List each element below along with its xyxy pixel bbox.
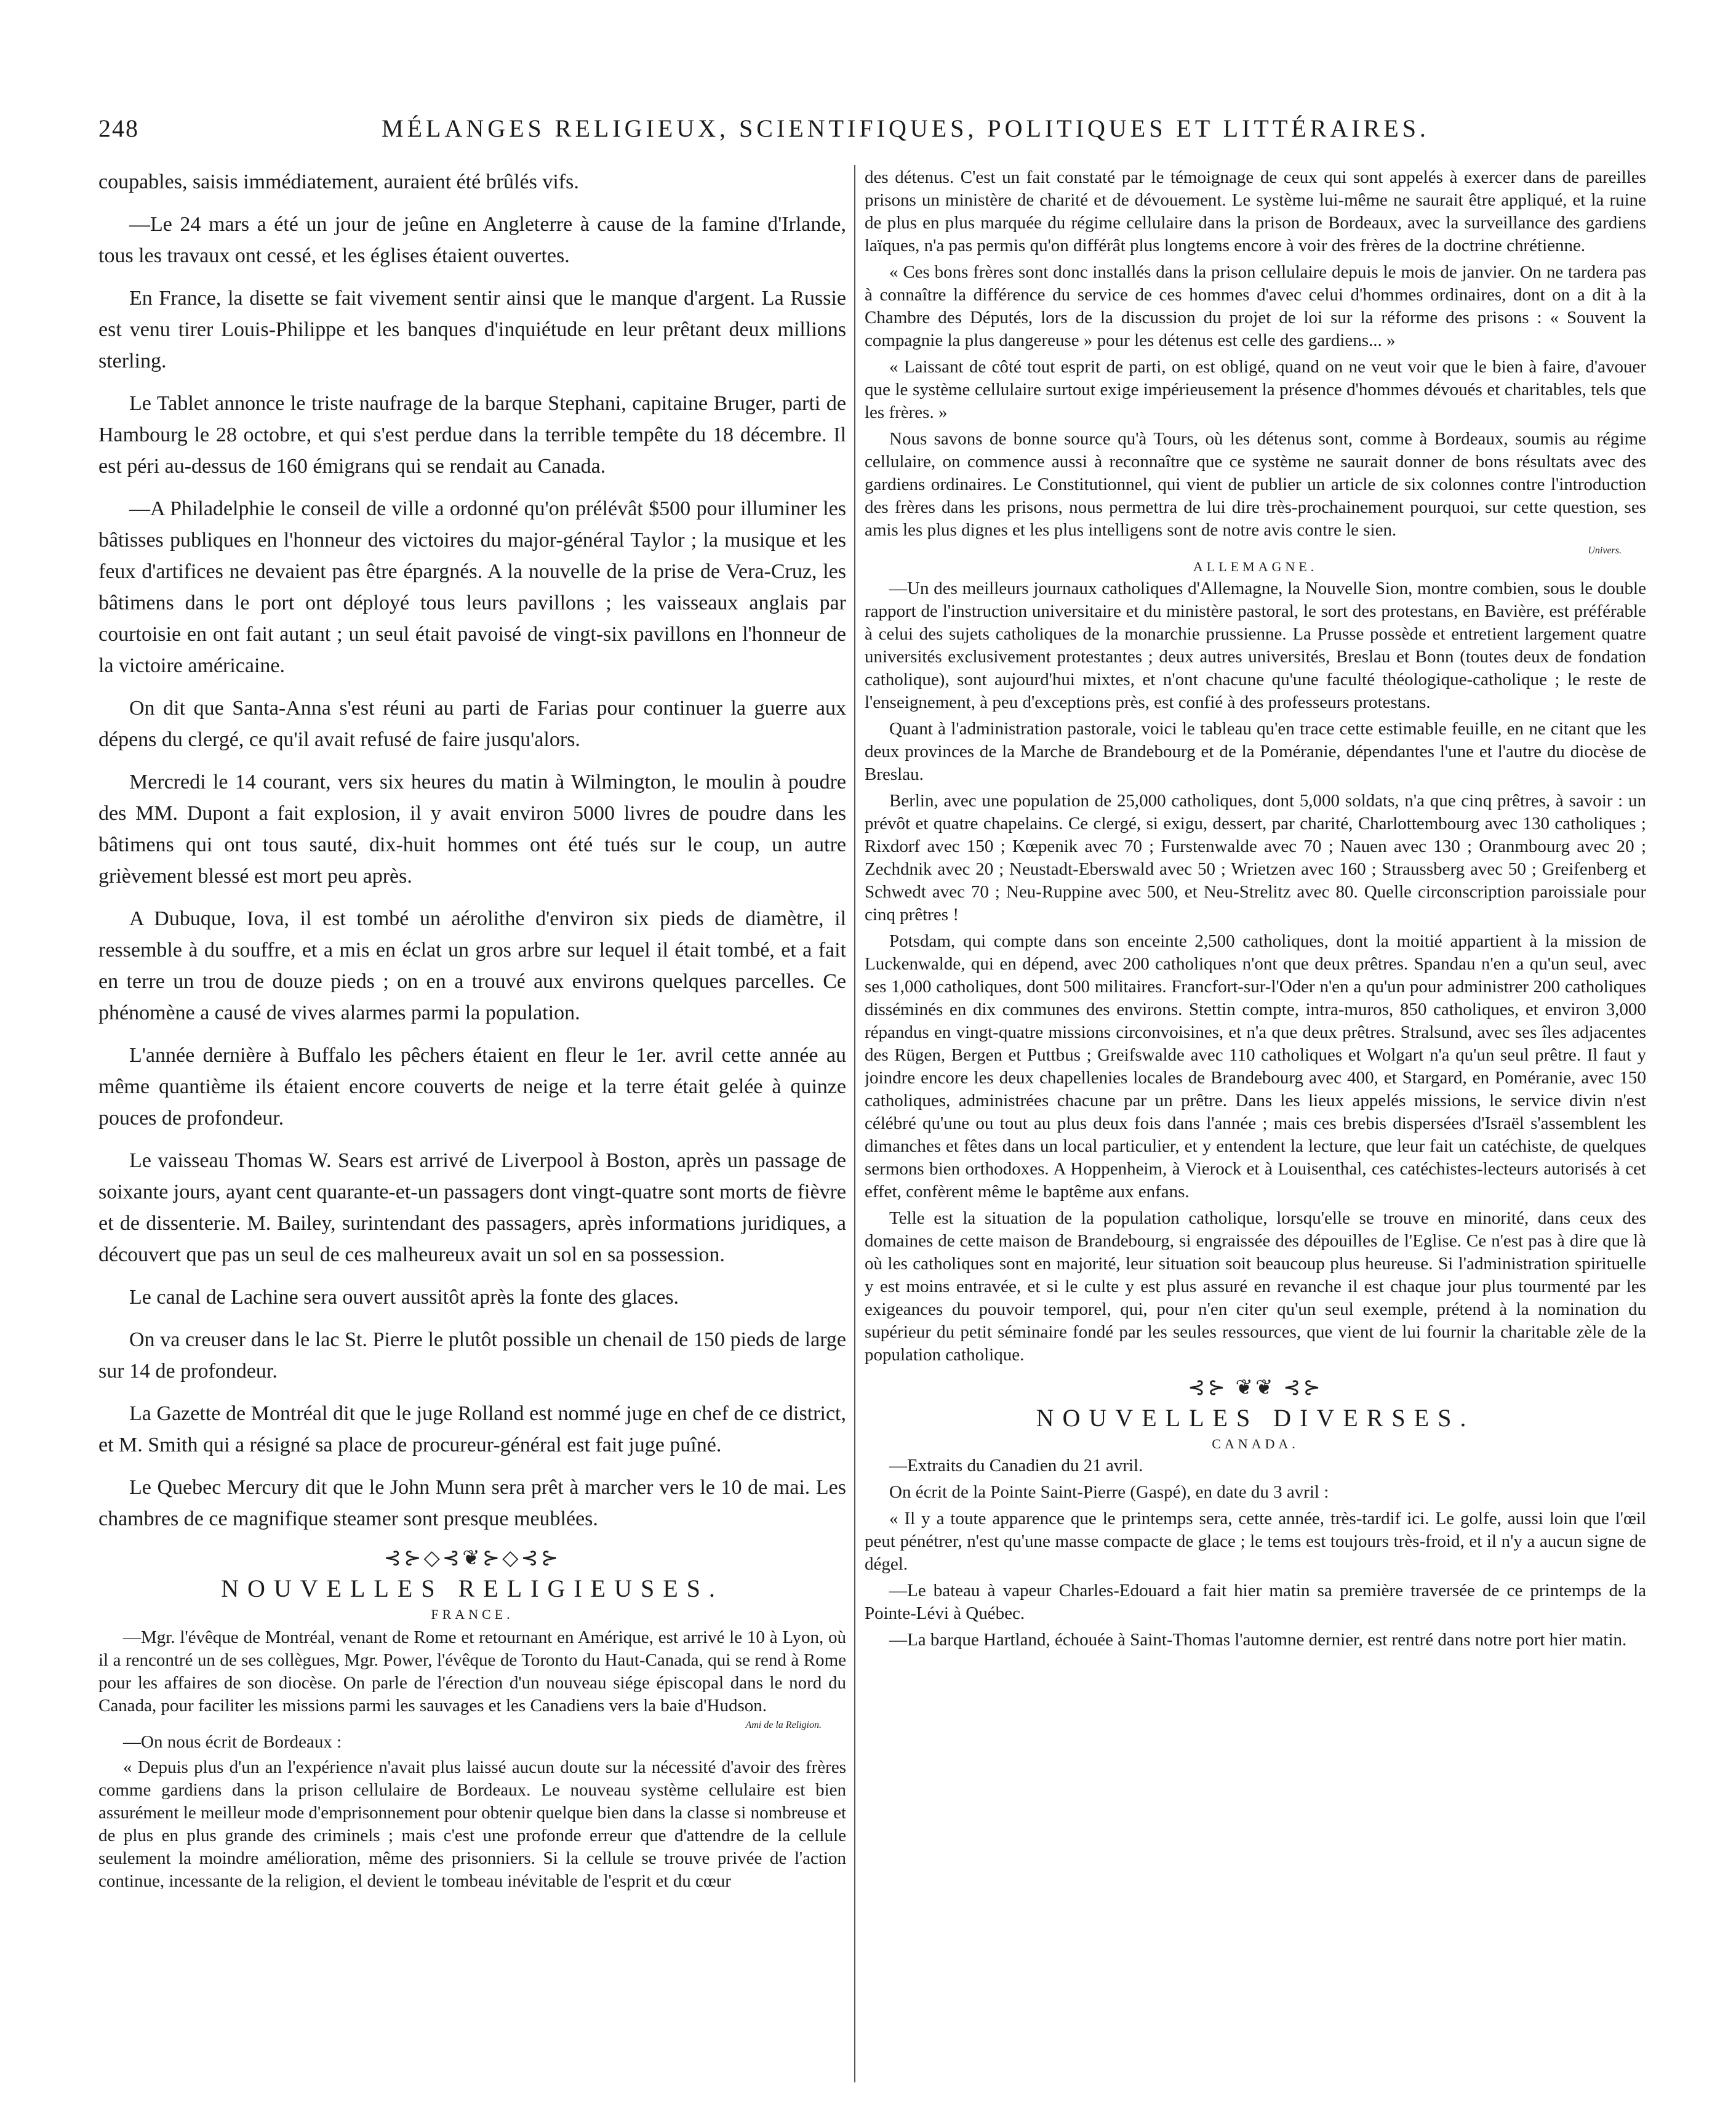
subheading-france: FRANCE. (431, 1607, 514, 1622)
article-paragraph: —Extraits du Canadien du 21 avril. (889, 1456, 1143, 1475)
article-paragraph: « Laissant de côté tout esprit de parti, on est obligé, quand on ne veut voir que le bien à faire, d'avouer que le système cellulaire surtout exige impérieusement la présence d'hommes dévoués et charitables, tels que les frères. » (865, 357, 1646, 422)
article-paragraph: —Mgr. l'évêque de Montréal, venant de Rome et retournant en Amérique, est arrivé le 10 à Lyon, où il a rencontré un de ses collègues, Mgr. Power, l'évêque de Toronto du Haut-Canada, qui se rend à Rome pour les affaires de son diocèse. On parle de l'érection d'un nouveau siége épiscopal dans le nord du Canada, pour faciliter les missions parmi les sauvages et les Canadiens vers la baie d'Hudson. (98, 1627, 846, 1716)
article-paragraph: —La barque Hartland, échouée à Saint-Thomas l'automne dernier, est rentré dans notre port hier matin. (889, 1630, 1627, 1650)
article-paragraph: On dit que Santa-Anna s'est réuni au parti de Farias pour continuer la guerre aux dépens du clergé, ce qu'il avait refusé de faire jusqu'alors. (98, 697, 846, 751)
page-header (98, 114, 1649, 151)
article-paragraph: Mercredi le 14 courant, vers six heures du matin à Wilmington, le moulin à poudre des MM. Dupont a fait explosion, il y avait environ 5000 livres de poudre dans les bâtimens qui ont tous sauté, dix-huit hommes ont été tués sur le coup, un autre grièvement blessé est mort peu après. (98, 771, 846, 888)
article-paragraph: On va creuser dans le lac St. Pierre le plutôt possible un chenail de 150 pieds de large sur 14 de profondeur. (98, 1328, 846, 1383)
article-paragraph: A Dubuque, Iova, il est tombé un aérolithe d'environ six pieds de diamètre, il ressemble à du souffre, et a mis en éclat un gros arbre sur lequel il était tombé, et a fait en terre un trou de douze pieds ; on en a trouvé aux environs quelques parcelles. Ce phénomène a causé de vives alarmes parmi la population. (98, 907, 846, 1024)
article-paragraph: Le canal de Lachine sera ouvert aussitôt après la fonte des glaces. (129, 1286, 679, 1309)
running-title: MÉLANGES RELIGIEUX, SCIENTIFIQUES, POLITIQUES ET LITTÉRAIRES. (382, 114, 1430, 142)
article-paragraph: Le Tablet annonce le triste naufrage de la barque Stephani, capitaine Bruger, parti de Hambourg le 28 octobre, et qui s'est perdue dans la terrible tempête du 18 décembre. Il est péri au-dessus de 160 émigrans qui se rendait au Canada. (98, 392, 846, 478)
article-paragraph: Le vaisseau Thomas W. Sears est arrivé de Liverpool à Boston, après un passage de soixante jours, ayant cent quarante-et-un passagers dont vingt-quatre sont morts de fièvre et de dissenterie. M. Bailey, surintendant des passagers, après informations juridiques, a découvert que pas un seul de ces malheureux avait un sol en sa possession. (98, 1149, 846, 1266)
article-paragraph: « Il y a toute apparence que le printemps sera, cette année, très-tardif ici. Le golfe, aussi loin que l'œil peut pénétrer, n'est qu'une masse compacte de glace ; le tems est toujours très-froid, et il n'y a aucun signe de dégel. (865, 1509, 1646, 1574)
section-title-diverses: NOUVELLES DIVERSES. (1036, 1404, 1475, 1432)
source-attribution: Univers. (1588, 545, 1622, 556)
article-paragraph: Telle est la situation de la population catholique, lorsqu'elle se trouve en minorité, dans ceux des domaines de cette maison de Brandebourg, si engraissée des dépouilles de l'Eglise. Ce n'est pas à dire que là où les catholiques sont en majorité, leur situation soit beaucoup plus heureuse. Si l'administration spirituelle y est moins entravée, et si le culte y est plus assuré en revanche il est chaque jour plus tourmenté par les exigeances du pouvoir temporel, qui, pour n'en citer qu'un seul exemple, prétend à la nomination du supérieur du petit séminaire fondé par les seules ressources, que vient de lui fournir la charitable zèle de la population catholique. (865, 1208, 1646, 1365)
article-paragraph: —Le 24 mars a été un jour de jeûne en Angleterre à cause de la famine d'Irlande, tous les travaux ont cessé, et les églises étaient ouvertes. (98, 213, 846, 267)
article-paragraph: « Ces bons frères sont donc installés dans la prison cellulaire depuis le mois de janvier. On ne tardera pas à connaître la différence du service de ces hommes d'avec celui d'hommes ordinaires, dont on a dit à la Chambre des Députés, lors de la discussion du projet de loi sur la réforme des prisons : « Souvent la compagnie la plus dangereuse » pour les détenus est celle des gardiens... » (865, 262, 1646, 350)
article-paragraph: Berlin, avec une population de 25,000 catholiques, dont 5,000 soldats, n'a que cinq prêtres, à savoir : un prévôt et quatre chapelains. Ce clergé, si exigu, dessert, par charité, Charlottembourg avec 130 catholiques ; Rixdorf avec 150 ; Kœpenik avec 70 ; Furstenwalde avec 70 ; Nauen avec 130 ; Oranmbourg avec 20 ; Zechdnik avec 20 ; Neustadt-Eberswald avec 50 ; Wrietzen avec 160 ; Straussberg avec 50 ; Greifenberg et Schwedt avec 70 ; Neu-Ruppine avec 500, et Neu-Strelitz avec 80. Quelle circonscription paroissiale pour cinq prêtres ! (865, 791, 1646, 925)
left-column (98, 166, 846, 2081)
source-attribution: Ami de la Religion. (745, 1720, 822, 1730)
ornament-divider: ⊰⊱ ❦❦ ⊰⊱ (1188, 1376, 1323, 1399)
article-paragraph: Nous savons de bonne source qu'à Tours, où les détenus sont, comme à Bordeaux, soumis au régime cellulaire, on commence aussi à reconnaître que ce système ne saurait donner de bons résultats avec des gardiens ordinaires. Le Constitutionnel, qui vient de publier un article de six colonnes contre l'introduction des frères dans les prisons, nous permettra de lui dire très-prochainement pourquoi, sur cette question, ses amis les plus dignes et les plus intelligens sont de notre avis contre le sien. (865, 429, 1646, 540)
article-paragraph: La Gazette de Montréal dit que le juge Rolland est nommé juge en chef de ce district, et M. Smith qui a résigné sa place de procureur-général est fait juge puîné. (98, 1402, 846, 1456)
subheading-allemagne: ALLEMAGNE. (1193, 559, 1318, 574)
article-paragraph: Potsdam, qui compte dans son enceinte 2,500 catholiques, dont la moitié appartient à la mission de Luckenwalde, qui en dépend, avec 200 catholiques n'ont que deux prêtres. Spandau n'en a qu'un seul, avec ses 1,000 catholiques, dont 500 militaires. Francfort-sur-l'Oder n'en a qu'un pour administrer 200 catholiques disséminés en dix communes des environs. Stettin compte, intra-muros, 850 catholiques, et environ 3,000 répandus en vingt-quatre missions circonvoisines, et n'a que deux prêtres. Stralsund, avec ses îles adjacentes des Rügen, Bergen et Puttbus ; Greifswalde avec 110 catholiques et Wolgart n'a qu'un seul prêtre. Il faut y joindre encore les deux chapellenies locales de Brandebourg avec 400, et Stargard, en Poméranie, avec 150 catholiques, administrées chacune par un prêtre. Dans les lieux appelés missions, le service divin n'est célébré qu'une ou tout au plus deux fois dans l'année ; mais ces brebis dispersées d'Israël s'assemblent les dimanches et fêtes dans un local particulier, et y entendent la lecture, que leur fait un catéchiste, de quelques sermons bien orthodoxes. A Hoppenheim, à Vierock et à Louisenthal, ces catéchistes-lecteurs autorisés à cet effet, confèrent même le baptême aux enfans. (865, 931, 1646, 1202)
article-paragraph: —A Philadelphie le conseil de ville a ordonné qu'on prélévât $500 pour illuminer les bâtisses publiques en l'honneur des victoires du major-général Taylor ; la musique et les feux d'artifices ne devaient pas être épargnés. A la nouvelle de la prise de Vera-Cruz, les bâtimens dans le port ont déployé tous leurs pavillons ; les vaisseaux anglais par courtoisie en ont fait autant ; un seul était pavoisé de vingt-six pavillons en l'honneur de la victoire américaine. (98, 497, 846, 677)
article-paragraph: —Un des meilleurs journaux catholiques d'Allemagne, la Nouvelle Sion, montre combien, sous le double rapport de l'instruction universitaire et du ministère pastoral, le sort des protestans, en Bavière, est préférable à celui des sujets catholiques de la monarchie prussienne. La Prusse possède et entretient largement quatre universités exclusivement protestantes ; deux autres universités, Breslau et Bonn (toutes deux de fondation catholique), sont aujourd'hui mixtes, et n'ont chacune qu'une faculté théologique-catholique ; le reste de l'enseignement, à peu d'exceptions près, est confié à des professeurs protestans. (865, 579, 1646, 712)
article-paragraph: des détenus. C'est un fait constaté par le témoignage de ceux qui sont appelés à exercer dans de pareilles prisons un ministère de charité et de dévouement. Le système lui-même ne saurait être appliqué, et la ruine de plus en plus marquée du régime cellulaire dans la prison de Bordeaux, avec la surveillance des gardiens laïques, n'a pas permis qu'on différât plus longtems encore à voir des frères de la doctrine chrétienne. (865, 167, 1646, 255)
section-title-religious: NOUVELLES RELIGIEUSES. (221, 1575, 724, 1602)
article-paragraph: coupables, saisis immédiatement, auraient été brûlés vifs. (98, 171, 579, 193)
article-paragraph: En France, la disette se fait vivement sentir ainsi que le manque d'argent. La Russie est venu tirer Louis-Philippe et les banques d'inquiétude en leur prêtant deux millions sterling. (98, 287, 846, 372)
column-divider (854, 165, 855, 2082)
article-paragraph: On écrit de la Pointe Saint-Pierre (Gaspé), en date du 3 avril : (889, 1482, 1329, 1502)
subheading-canada: CANADA. (1212, 1436, 1299, 1451)
article-paragraph: L'année dernière à Buffalo les pêchers étaient en fleur le 1er. avril cette année au même quantième ils étaient encore couverts de neige et la terre était gelée à quinze pouces de profondeur. (98, 1044, 846, 1130)
article-paragraph: Le Quebec Mercury dit que le John Munn sera prêt à marcher vers le 10 de mai. Les chambres de ce magnifique steamer sont presque meublées. (98, 1476, 846, 1530)
right-column (865, 166, 1646, 2081)
religious-news-block (98, 1626, 846, 1893)
article-paragraph: —Le bateau à vapeur Charles-Edouard a fait hier matin sa première traversée de ce printemps de la Pointe-Lévi à Québec. (865, 1581, 1646, 1623)
ornament-divider: ⊰⊱◇⊰❦⊱◇⊰⊱ (383, 1547, 561, 1570)
article-paragraph: —On nous écrit de Bordeaux : (123, 1732, 342, 1752)
page-number: 248 (98, 114, 139, 142)
article-paragraph: « Depuis plus d'un an l'expérience n'avait plus laissé aucun doute sur la nécessité d'avoir des frères comme gardiens dans la prison cellulaire de Bordeaux. Le nouveau système cellulaire est bien assurément le meilleur mode d'emprisonnement pour obtenir quelque bien dans la classe si nombreuse et de plus en plus grande des criminels ; mais c'est une profonde erreur que d'attendre de la cellule seulement la moindre amélioration, même des prisonniers. Si la cellule se trouve privée de l'action continue, incessante de la religion, el devient le tombeau inévitable de l'esprit et du cœur (98, 1757, 846, 1891)
article-paragraph: Quant à l'administration pastorale, voici le tableau qu'en trace cette estimable feuille, en ne citant que les deux provinces de la Marche de Brandebourg et de la Poméranie, dépendantes l'une et l'autre du diocèse de Breslau. (865, 719, 1646, 784)
